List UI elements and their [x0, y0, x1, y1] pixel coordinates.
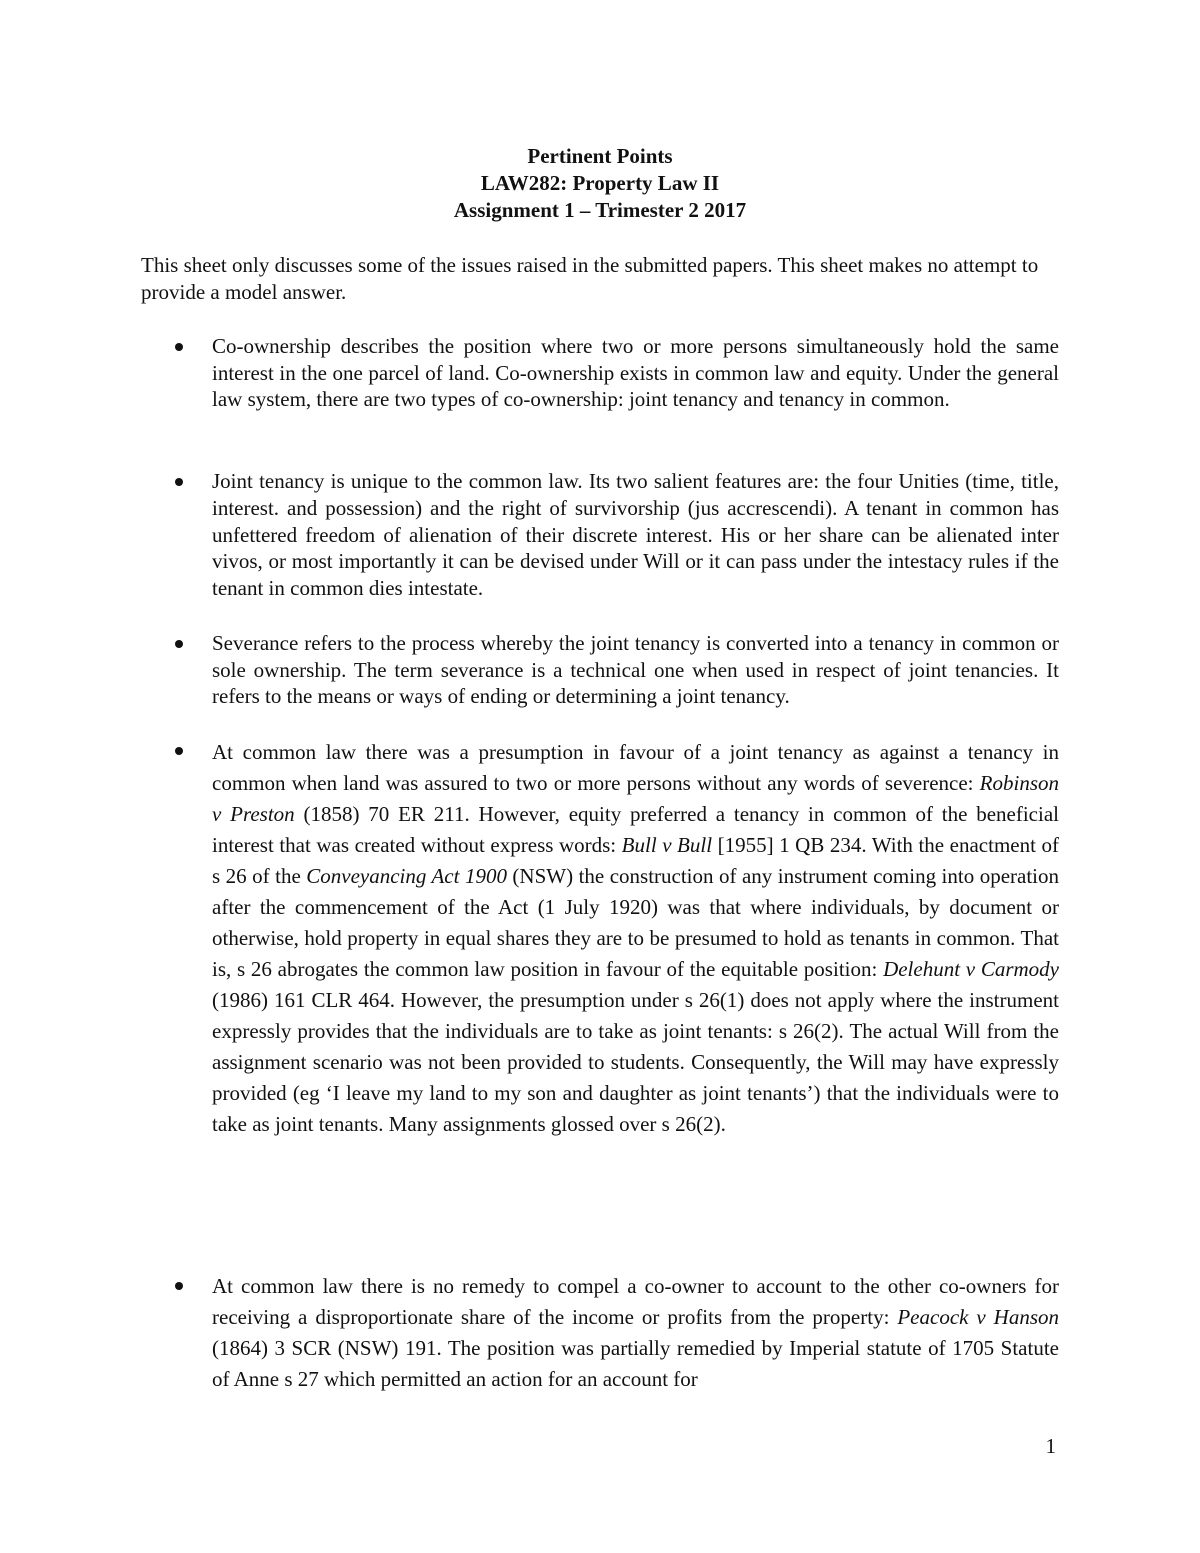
bullet-text-run: (NSW) the construction of any instrument coming into operation after the commencement of the Act (1 July 1920) was that where individuals, by document or otherwise, hold property in equal shares they are to be presumed to hold as tenants in common. That is, s 26 abrogates the common law position in favour of the equitable position:: [212, 864, 1060, 981]
document-title: [0, 143, 1200, 224]
bullet-text: [212, 468, 1059, 602]
title-line-3: Assignment 1 – Trimester 2 2017: [453, 198, 747, 222]
case-citation: Delehunt v Carmody: [883, 957, 1059, 981]
bullet-text: [212, 737, 1059, 1140]
case-citation: Bull v Bull: [621, 833, 713, 857]
title-line-1: Pertinent Points: [527, 144, 673, 168]
bullet-text-run: Joint tenancy is unique to the common law. Its two salient features are: the four Unities (time, title, interest. and possession) and the right of survivorship (jus accrescendi). A tenant in common has unfettered freedom of alienation of their discrete interest. His or her share can be alienated inter vivos, or most importantly it can be devised under Will or it can pass under the intestacy rules if the tenant in common dies intestate.: [212, 469, 1059, 601]
bullet-text: [212, 333, 1059, 413]
bullet-dot-icon: [175, 640, 183, 648]
bullet-text-run: Severance refers to the process whereby the joint tenancy is converted into a tenancy in common or sole ownership. The term severance is a technical one when used in respect of joint tenancies. It refers to the means or ways of ending or determining a joint tenancy.: [212, 631, 1059, 708]
bullet-text-run: At common law there was a presumption in favour of a joint tenancy as against a tenancy in common when land was assured to two or more persons without any words of severence:: [212, 740, 1059, 795]
bullet-text: [212, 630, 1059, 710]
page-number: 1: [1045, 1434, 1056, 1458]
statute-citation: Conveyancing Act 1900: [306, 864, 507, 888]
case-citation: Robinson v Preston: [212, 771, 1059, 826]
bullet-text-run: (1858) 70 ER 211. However, equity preferred a tenancy in common of the beneficial interest that was created without express words:: [212, 802, 1059, 857]
bullet-text: [212, 1271, 1059, 1395]
bullet-dot-icon: [175, 343, 183, 351]
bullet-text-run: [1955] 1 QB 234. With the enactment of s 26 of the: [212, 833, 1059, 888]
bullet-text-run: At common law there is no remedy to compel a co-owner to account to the other co-owners for receiving a disproportionate share of the income or profits from the property:: [212, 1274, 1059, 1329]
bullet-text-run: (1864) 3 SCR (NSW) 191. The position was partially remedied by Imperial statute of 1705 Statute of Anne s 27 which permitted an action for an account for: [212, 1336, 1059, 1391]
bullet-dot-icon: [175, 747, 183, 755]
title-line-2: LAW282: Property Law II: [480, 171, 720, 195]
case-citation: Peacock v Hanson: [897, 1305, 1059, 1329]
bullet-text-run: Co-ownership describes the position where two or more persons simultaneously hold the same interest in the one parcel of land. Co-ownership exists in common law and equity. Under the general law system, there are two types of co-ownership: joint tenancy and tenancy in common.: [212, 334, 1059, 411]
bullet-dot-icon: [175, 1282, 183, 1290]
bullet-dot-icon: [175, 478, 183, 486]
bullet-text-run: (1986) 161 CLR 464. However, the presumption under s 26(1) does not apply where the instrument expressly provides that the individuals are to take as joint tenants: s 26(2). The actual Will from the assignment scenario was not been provided to students. Consequently, the Will may have expressly provided (eg ‘I leave my land to my son and daughter as joint tenants’) that the individuals were to take as joint tenants. Many assignments glossed over s 26(2).: [212, 988, 1059, 1136]
intro-paragraph: This sheet only discusses some of the issues raised in the submitted papers. This sheet makes no attempt to provide a model answer.: [141, 253, 1039, 304]
